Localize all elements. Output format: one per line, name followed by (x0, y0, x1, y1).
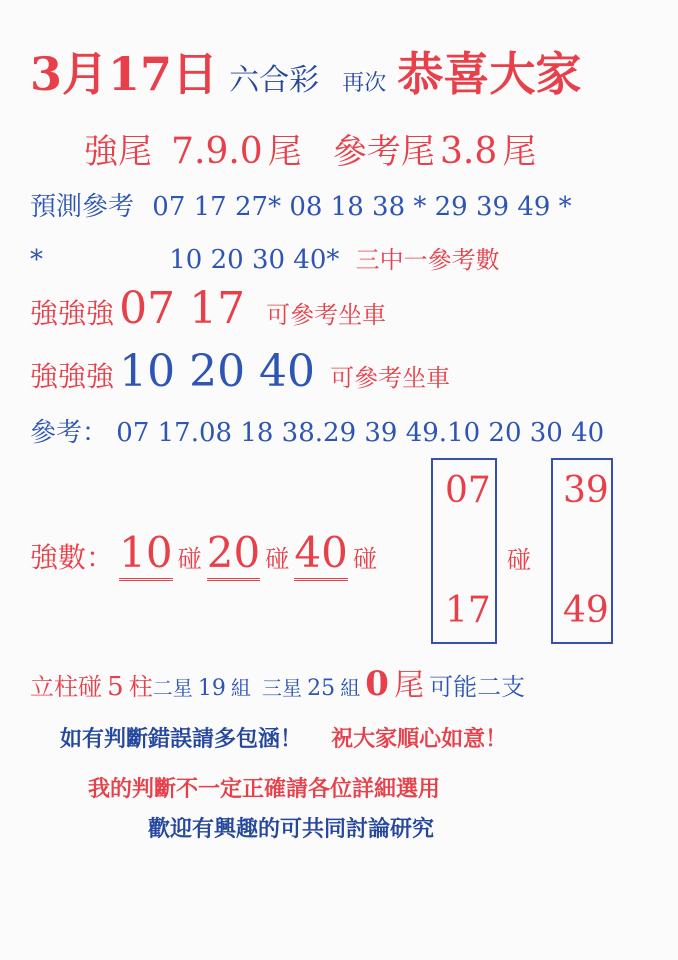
two-star-label: 二星 (152, 676, 193, 700)
strong1-label: 強強強 (30, 297, 115, 330)
hit-1: 碰 (177, 545, 202, 573)
strong1-numbers: 07 17 (119, 283, 246, 334)
strong-numbers-line (30, 528, 377, 577)
strong-number-2: 20 (207, 528, 260, 581)
strong2-numbers: 10 20 40 (119, 346, 316, 397)
strong2-note: 可參考坐車 (330, 364, 451, 392)
pillar-line (30, 660, 525, 704)
prediction-line-2 (30, 240, 500, 275)
two-star-group-unit: 組 (230, 676, 251, 700)
pillar-unit: 柱 (128, 673, 153, 701)
pillar-tail: 0 (365, 664, 389, 704)
box2-bottom-number: 49 (563, 590, 609, 631)
three-star-group-unit: 組 (340, 676, 361, 700)
title-again: 再次 (342, 71, 387, 96)
title-congrats: 恭喜大家 (397, 47, 582, 101)
box2-top-number: 39 (563, 470, 609, 511)
strong-line-2 (30, 346, 450, 397)
box1-bottom-number: 17 (445, 590, 491, 631)
strong1-note: 可參考坐車 (266, 301, 387, 329)
strong-numbers-label: 強數： (30, 541, 115, 574)
apology-line (60, 722, 507, 753)
ref-tail-suffix: 尾 (502, 132, 537, 172)
title-lottery: 六合彩 (229, 63, 320, 98)
strong-tail-label: 強尾 (84, 132, 152, 172)
strong-number-1: 10 (119, 528, 172, 581)
apology-text: 如有判斷錯誤請多包涵！ (60, 726, 303, 752)
ref-tail-values: 3.8 (439, 131, 498, 172)
ref-tail-label: 參考尾 (332, 132, 435, 172)
prediction-line-1 (30, 186, 572, 223)
pillar-maybe: 可能二支 (429, 673, 526, 701)
reference-line (30, 412, 604, 449)
disclaimer-line (88, 772, 440, 803)
reference-label: 參考： (30, 418, 109, 448)
strong-tail-values: 7.9.0 (171, 131, 263, 172)
pillar-label: 立柱碰 (30, 673, 102, 701)
prediction-numbers-1: 07 17 27* 08 18 38 * 29 39 49 * (152, 192, 572, 222)
strong-line-1 (30, 283, 386, 334)
strong-number-3: 40 (294, 528, 347, 581)
prediction-label: 預測參考 (30, 192, 135, 222)
tails-line (84, 124, 536, 173)
title-line (30, 38, 581, 104)
strong-tail-suffix: 尾 (267, 132, 302, 172)
box1-top-number: 07 (445, 470, 491, 511)
number-box-2 (551, 458, 613, 644)
wish-text: 祝大家順心如意！ (331, 726, 508, 752)
reference-numbers: 07 17.08 18 38.29 39 49.10 20 30 40 (116, 418, 605, 448)
title-date: 3月17日 (30, 47, 219, 101)
prediction-numbers-2: 10 20 30 40* (169, 245, 340, 275)
three-star-label: 三星 (262, 676, 303, 700)
pillar-count: 5 (107, 672, 124, 702)
hit-2: 碰 (265, 545, 290, 573)
hit-3: 碰 (352, 545, 377, 573)
number-box-1 (431, 458, 497, 644)
prediction-star: * (30, 245, 43, 275)
three-star-groups: 25 (307, 676, 336, 701)
welcome-line (148, 812, 434, 843)
strong2-label: 強強強 (30, 360, 115, 393)
prediction-note: 三中一參考數 (355, 246, 500, 274)
disclaimer-text: 我的判斷不一定正確請各位詳細選用 (88, 776, 441, 802)
pillar-tail-char: 尾 (394, 668, 425, 703)
two-star-groups: 19 (197, 676, 226, 701)
welcome-text: 歡迎有興趣的可共同討論研究 (148, 816, 435, 842)
hit-between-boxes: 碰 (507, 546, 531, 574)
